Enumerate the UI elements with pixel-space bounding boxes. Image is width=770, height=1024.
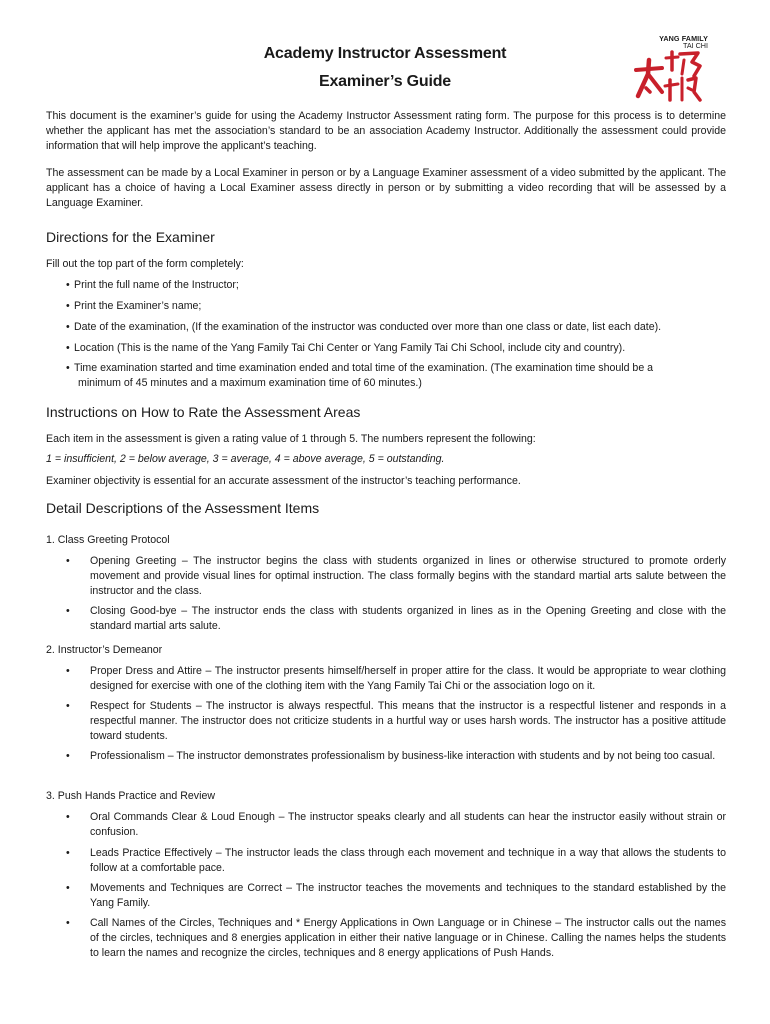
list-item-text: Oral Commands Clear & Loud Enough – The instructor speaks clearly and all students can hear the instructor easily without strain or confusion.: [90, 811, 726, 838]
list-item-text: Leads Practice Effectively – The instructor leads the class through each movement and technique in a way that allows the students to follow at a comfortable pace.: [90, 847, 726, 874]
list-item-text: Proper Dress and Attire – The instructor presents himself/herself in proper attire for the class. It would be appropriate to wear clothing designed for exercise with one of the clothing item with the Yang Family Tai Chi or the association logo on it.: [90, 665, 726, 692]
rating-intro: Each item in the assessment is given a rating value of 1 through 5. The numbers represent the following:: [46, 433, 536, 445]
directions-item: [66, 341, 726, 356]
section-title: 2. Instructor’s Demeanor: [46, 644, 163, 656]
rating-objectivity: Examiner objectivity is essential for an accurate assessment of the instructor’s teaching performance.: [46, 475, 521, 487]
list-item-text: Closing Good-bye – The instructor ends the class with students organized in lines as in the Opening Greeting and close with the standard martial arts salute.: [90, 605, 726, 632]
bullet-mark: •: [66, 362, 70, 374]
directions-item: [66, 320, 726, 335]
section-title: 3. Push Hands Practice and Review: [46, 790, 215, 802]
bullet-mark: •: [66, 605, 70, 617]
directions-item-text: Print the full name of the Instructor;: [74, 279, 239, 291]
directions-item: [66, 278, 726, 293]
logo-text-line1: YANG FAMILY: [659, 34, 708, 43]
bullet-mark: •: [66, 342, 70, 354]
bullet-mark: •: [66, 750, 70, 762]
bullet-mark: •: [66, 700, 70, 712]
list-item-text: Movements and Techniques are Correct – The instructor teaches the movements and techniques to the standard established by the Yang Family.: [90, 882, 726, 909]
bullet-mark: •: [66, 847, 70, 859]
yang-family-tai-chi-logo: [628, 32, 708, 102]
directions-item-text: Time examination started and time examination ended and total time of the examination. (The examination time should be a: [74, 362, 654, 374]
bullet-mark: •: [66, 882, 70, 894]
bullet-mark: •: [66, 300, 70, 312]
intro-paragraph-1: This document is the examiner’s guide for using the Academy Instructor Assessment rating form. The purpose for this process is to determine whether the applicant has met the association’s standard to be an association Academy Instructor. Additionally the assessment could provide information that will help improve the applicant’s teaching.: [46, 110, 726, 152]
list-item-text: Respect for Students – The instructor is always respectful. This means that the instructor is a respectful listener and responds in a respectful manner. The instructor does not criticize students in a hurtful way or uses harsh words. The instructor has a positive attitude toward students.: [90, 700, 726, 742]
bullet-mark: •: [66, 279, 70, 291]
page-subtitle: Examiner’s Guide: [319, 73, 451, 90]
directions-item: [66, 361, 726, 391]
details-heading: Detail Descriptions of the Assessment Items: [46, 500, 320, 516]
directions-lead: Fill out the top part of the form completely:: [46, 258, 244, 270]
directions-item-text-cont: minimum of 45 minutes and a maximum examination time of 60 minutes.): [78, 377, 422, 389]
directions-item-text: Date of the examination, (If the examination of the instructor was conducted over more than one class or date, list each date).: [74, 321, 662, 333]
intro-paragraph-2: The assessment can be made by a Local Examiner in person or by a Language Examiner assessment of a video submitted by the applicant. The applicant has a choice of having a Local Examiner assess directly in person or by submitting a video recording that will be assessed by a Language Examiner.: [46, 167, 726, 209]
bullet-mark: •: [66, 321, 70, 333]
rating-heading: Instructions on How to Rate the Assessment Areas: [46, 404, 361, 420]
directions-item-text: Location (This is the name of the Yang Family Tai Chi Center or Yang Family Tai Chi School, include city and country).: [74, 342, 626, 354]
directions-item: [66, 299, 726, 314]
directions-item-text: Print the Examiner’s name;: [74, 300, 202, 312]
bullet-mark: •: [66, 555, 70, 567]
bullet-mark: •: [66, 917, 70, 929]
list-item-text: Professionalism – The instructor demonstrates professionalism by business-like interaction with students and by not being too casual.: [90, 750, 716, 762]
list-item-text: Call Names of the Circles, Techniques and * Energy Applications in Own Language or in Chinese – The instructor calls out the names of the circles, techniques and 8 energies application in either their native language or in Chinese. Calling the names helps the students to learn the names and recognize the circles, techniques and 8 energy applications of Push Hands.: [90, 917, 726, 959]
section-title: 1. Class Greeting Protocol: [46, 534, 170, 546]
logo-text-line2: TAI CHI: [682, 41, 708, 50]
page-title: Academy Instructor Assessment: [263, 45, 507, 62]
directions-heading: Directions for the Examiner: [46, 229, 215, 245]
bullet-mark: •: [66, 811, 70, 823]
list-item-text: Opening Greeting – The instructor begins the class with students organized in lines or otherwise structured to promote orderly movement and provide visual lines for optimal instruction. The class formally begins with the standard martial arts salute between the instructor and the class.: [90, 555, 726, 597]
rating-scale: 1 = insufficient, 2 = below average, 3 = average, 4 = above average, 5 = outstanding.: [46, 453, 445, 465]
bullet-mark: •: [66, 665, 70, 677]
